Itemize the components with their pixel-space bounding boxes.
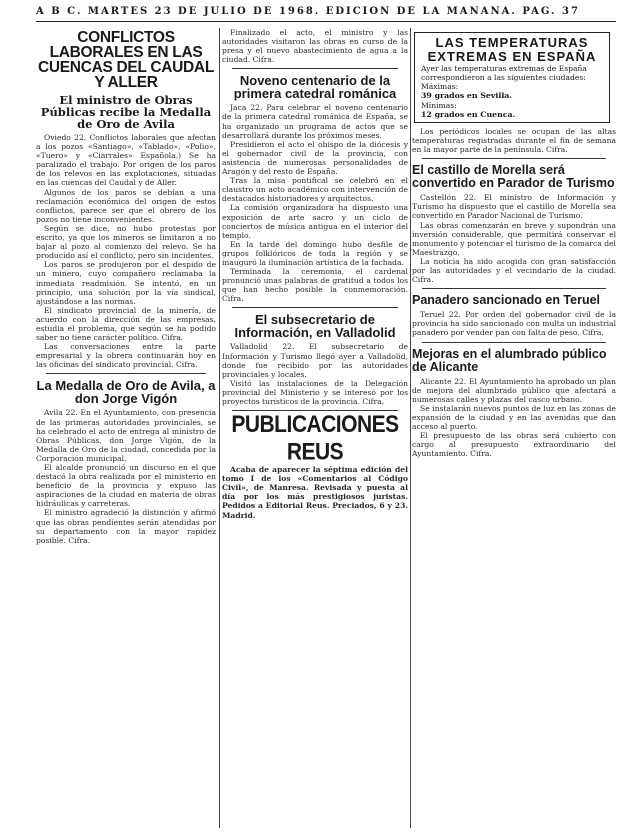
- separator: [232, 68, 398, 69]
- headline-centenario: Noveno centenario de la primera catedral románica: [233, 73, 397, 102]
- article-paragraph: Las conversaciones entre la parte empresarial y la obrera continuarán hoy en las oficinas del sindicato provincial. Cifra.: [36, 342, 216, 370]
- article-paragraph: Los paros se produjeron por el despido de un minero, cuyo compañero reclamaba la inmediata readmisión. Se intentó, en un principio, una solución por la vía sindical, ajustándose a las normas.: [36, 260, 216, 306]
- article-paragraph: La comisión organizadora ha dispuesto una exposición de arte sacro y un ciclo de conciertos de música antigua en el interior del templo.: [222, 203, 408, 240]
- article-paragraph: Visitó las instalaciones de la Delegación provincial del Ministerio y se interesó por los proyectos turísticos de la provincia. Cifra.: [222, 378, 408, 406]
- headline-subsecretario: El subsecretario de Información, en Valladolid: [234, 312, 396, 341]
- temperatures-max: 39 grados en Sevilla.: [421, 91, 513, 100]
- column-1: [36, 28, 216, 833]
- article-paragraph: Terminada la ceremonia, el cardenal pronunció unas palabras de gratitud a todos los que han hecho posible la conmemoración. Cifra.: [222, 267, 408, 304]
- article-paragraph: Teruel 22. Por orden del gobernador civil de la provincia ha sido sancionado con multa un industrial panadero por vender pan con falta de peso. Cifra.: [412, 310, 616, 338]
- article-paragraph: Jaca 22. Para celebrar el noveno centenario de la primera catedral románica de España, se ha organizado un programa de actos que se desarrollará durante los próximos meses.: [222, 103, 408, 140]
- separator: [232, 307, 398, 308]
- article-paragraph: Se instalarán nuevos puntos de luz en las zonas de expansión de la ciudad y en las avenidas que dan acceso al puerto.: [412, 403, 616, 431]
- temperatures-intro: Ayer las temperaturas extremas de España correspondieron a las siguientes ciudades:: [421, 64, 587, 82]
- article-paragraph: El alcalde pronunció un discurso en el que destacó la obra realizada por el ministerio en beneficio de la provincia y expuso las aspiraciones de la ciudad en materia de obras hidráulicas y carreteras.: [36, 463, 216, 509]
- separator: [422, 342, 606, 343]
- column-divider-1: [219, 28, 220, 828]
- running-head: A B C. MARTES 23 DE JULIO DE 1968. EDICION DE LA MAÑANA. PAG. 37: [36, 6, 580, 17]
- article-paragraph: Avila 22. En el Ayuntamiento, con presencia de las primeras autoridades provinciales, se ha celebrado el acto de entrega al ministro de Obras Públicas, don Jorge Vigón, de la Medalla de Oro de la ciudad, concedida por la Corporación municipal.: [36, 408, 216, 463]
- headline-morella: El castillo de Morella será convertido en Parador de Turismo: [412, 163, 615, 191]
- separator: [422, 288, 606, 289]
- article-paragraph: En la tarde del domingo hubo desfile de grupos folklóricos de toda la región y se inauguró la iluminación artística de la fachada.: [222, 239, 408, 267]
- article-paragraph: Los periódicos locales se ocupan de las altas temperaturas registradas durante el fin de semana en la mayor parte de la península. Cifra.: [412, 127, 616, 155]
- article-paragraph: Tras la misa pontifical se celebró en el claustro un acto académico con intervención de destacados historiadores y arquitectos.: [222, 176, 408, 204]
- advert-headline: PUBLICACIONES REUS: [231, 411, 399, 466]
- headline-conflictos: CONFLICTOS LABORALES EN LAS CUENCAS DEL CAUDAL Y ALLER: [37, 29, 214, 91]
- article-paragraph: Finalizado el acto, el ministro y las autoridades visitaron las obras en curso de la presa y el nuevo abastecimiento de agua a la ciudad. Cifra.: [222, 28, 408, 65]
- temperatures-title: LAS TEMPERATURAS EXTREMAS EN ESPAÑA: [427, 35, 597, 64]
- article-paragraph: Valladolid 22. El subsecretario de Información y Turismo llegó ayer a Valladolid, donde fue recibido por las autoridades provinciales y locales.: [222, 342, 408, 379]
- separator: [422, 158, 606, 159]
- top-rule: [36, 21, 616, 22]
- column-divider-2: [410, 28, 411, 828]
- article-paragraph: El sindicato provincial de la minería, de acuerdo con la dirección de las empresas, estudia el problema, que según se ha podido saber no tiene carácter político. Cifra.: [36, 305, 216, 343]
- article-paragraph: Castellón 22. El ministro de Información y Turismo ha dispuesto que el castillo de Morella sea convertido en Parador Nacional de Turismo.: [412, 193, 616, 221]
- subheadline-ministro: El ministro de Obras Públicas recibe la Medalla de Oro de Avila: [40, 93, 212, 131]
- article-paragraph: La noticia ha sido acogida con gran satisfacción por las autoridades y el vecindario de la ciudad. Cifra.: [412, 256, 616, 285]
- article-paragraph: Oviedo 22. Conflictos laborales que afectan a los pozos «Santiago», «Tablado», «Polio», «Tuero» y «Ciarrales» Española.) Se ha paralizado el trabajo. Por origen de los paros de los relevos en las explotaciones, situadas en las cuencas del Caudal y de Aller.: [36, 133, 216, 188]
- article-paragraph: Alicante 22. El Ayuntamiento ha aprobado un plan de mejora del alumbrado público que afectará a numerosas calles y plazas del casco urbano.: [412, 376, 616, 404]
- headline-medalla: La Medalla de Oro de Avila, a don Jorge Vigón: [36, 378, 216, 407]
- article-paragraph: Presidieron el acto el obispo de la diócesis y el gobernador civil de la provincia, con asistencia de numerosas personalidades de Aragón y del resto de España.: [222, 139, 408, 177]
- article-paragraph: Algunos de los paros se debían a una reclamación económica del origen de estos conflictos, parece ser que el obrero de los pozos no tiene inconvenientes.: [36, 187, 216, 224]
- temperatures-box: [414, 32, 610, 123]
- column-2: [222, 28, 408, 833]
- column-3: [412, 28, 616, 833]
- temperatures-max-label: Máximas:: [421, 82, 459, 91]
- article-paragraph: El ministro agradeció la distinción y afirmó que las obras pendientes serán atendidas por su departamento con la mayor rapidez posible. Cifra.: [36, 508, 216, 545]
- article-paragraph: Según se dice, no hubo protestas por escrito, ya que los mineros se limitaron a no bajar al pozo al comienzo del relevo. Se ha producido así el conflicto, pero sin incidentes.: [36, 223, 216, 261]
- headline-alumbrado: Mejoras en el alumbrado público de Alicante: [412, 346, 607, 374]
- temperatures-min-label: Mínimas:: [421, 100, 457, 110]
- advert-text: Acaba de aparecer la séptima edición del tomo I de los «Comentarios al Código Civil», de Manresa. Revisada y puesta al día por los más prestigiosos juristas. Pedidos a Editorial Reus. Preciados, 6 y 23. Madrid.: [222, 465, 408, 520]
- article-paragraph: El presupuesto de las obras será cubierto con cargo al presupuesto extraordinario del Ayuntamiento. Cifra.: [412, 431, 616, 459]
- separator: [46, 373, 206, 374]
- headline-panadero: Panadero sancionado en Teruel: [412, 293, 601, 308]
- article-paragraph: Las obras comenzarán en breve y supondrán una inversión considerable, que permitirá conservar el monumento y potenciar el turismo de la comarca del Maestrazgo.: [412, 220, 616, 257]
- temperatures-min: 12 grados en Cuenca.: [421, 109, 516, 119]
